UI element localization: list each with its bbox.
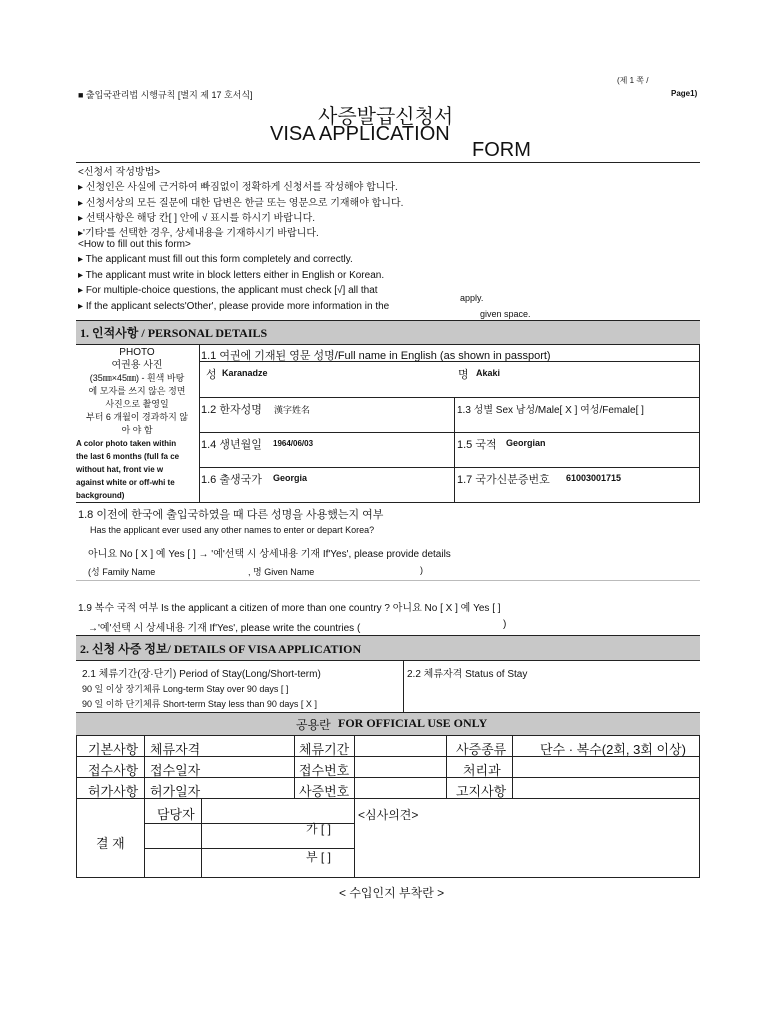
office-visa-number: 사증번호: [299, 784, 350, 799]
field-2-1-label: 2.1 체류기간(장·단기) Period of Stay(Long/Short-term): [82, 669, 321, 680]
surname-value[interactable]: Karanadze: [222, 368, 268, 378]
instruction-en-3: ▸ For multiple-choice questions, the applicant must check [√] all that: [78, 285, 378, 296]
field-2-1-long-term[interactable]: 90 일 이상 장기체류 Long-term Stay over 90 days [ ]: [82, 684, 289, 694]
office-visa-type: 사증종류: [456, 742, 507, 757]
form-title-en-1: VISA APPLICATION: [270, 123, 450, 145]
section2-title: 2. 신청 사증 정보/ DETAILS OF VISA APPLICATION: [80, 642, 362, 656]
photo-title-ko: 여권용 사진: [111, 360, 163, 371]
field-1-4-value[interactable]: 1964/06/03: [273, 439, 314, 448]
photo-desc-ko-2: 에 모자를 쓰지 않은 정면: [88, 386, 186, 396]
field-1-9-detail[interactable]: →'예'선택 시 상세내용 기재 If'Yes', please write the countries (: [88, 623, 361, 634]
official-use-en: FOR OFFICIAL USE ONLY: [338, 716, 488, 730]
office-officer-label: 담당자: [157, 807, 195, 822]
instruction-en-2-text: The applicant must write in block letters either in English or Korean.: [85, 270, 385, 281]
field-1-5-value[interactable]: Georgian: [506, 438, 546, 448]
photo-desc-ko-4: 부터 6 개월이 경과하지 않: [86, 412, 188, 422]
office-department: 처리과: [463, 763, 501, 778]
office-entry-type[interactable]: 단수 · 복수(2회, 3회 이상): [540, 742, 686, 757]
field-2-1-short-term[interactable]: 90 일 이하 단기체류 Short-term Stay less than 90 days [ X ]: [82, 699, 317, 709]
field-1-7-label: 1.7 국가신분증번호: [457, 474, 550, 486]
instruction-en-1-text: The applicant must fill out this form completely and correctly.: [85, 254, 353, 265]
photo-desc-en-3: without hat, front vie w: [76, 465, 164, 474]
field-1-8-close: ): [420, 565, 423, 575]
instructions-heading-ko: <신청서 작성방법>: [78, 167, 161, 178]
photo-desc-ko-5: 아 야 함: [121, 425, 153, 435]
office-permit-date: 허가일자: [150, 784, 201, 799]
section1-header: [76, 320, 700, 345]
photo-label: PHOTO: [119, 347, 155, 358]
office-permit-info: 허가사항: [88, 784, 139, 799]
field-1-4-label: 1.4 생년월일: [201, 439, 262, 451]
field-1-2-value[interactable]: 漢字姓名: [274, 405, 311, 415]
office-receipt-number: 접수번호: [299, 763, 350, 778]
field-1-1-label: 1.1 여권에 기재된 영문 성명/Full name in English (as shown in passport): [201, 350, 551, 362]
instructions-heading-en: <How to fill out this form>: [78, 239, 191, 250]
photo-desc-en-4: against white or off-whi te: [76, 478, 175, 487]
office-reject-check[interactable]: 부 [ ]: [306, 850, 331, 864]
office-approval-label: 결 재: [96, 836, 125, 851]
official-use-ko: 공용란: [296, 718, 331, 732]
section2-header: [76, 635, 700, 661]
field-1-8-question-en: Has the applicant ever used any other names to enter or depart Korea?: [90, 525, 375, 535]
field-1-8-question-ko: 1.8 이전에 한국에 출입국하였을 때 다른 성명을 사용했는지 여부: [78, 509, 384, 521]
form-title-en-2: FORM: [472, 139, 531, 161]
instruction-en-3-text: For multiple-choice questions, the applicant must check [√] all that: [85, 285, 378, 296]
field-1-8-family-name[interactable]: (성 Family Name: [88, 567, 156, 577]
regulation-ref: ■ 출입국관리법 시행규칙 [별지 제 17 호서식]: [78, 90, 253, 100]
field-2-2-label: 2.2 체류자격 Status of Stay: [407, 669, 528, 680]
field-1-2-label: 1.2 한자성명: [201, 404, 262, 416]
instruction-ko-4: ▸'기타'를 선택한 경우, 상세내용을 기재하시기 바랍니다.: [78, 228, 319, 239]
field-1-7-value[interactable]: 61003001715: [566, 473, 622, 483]
revenue-stamp-area: < 수입인지 부착란 >: [339, 886, 445, 900]
office-opinion-label: <심사의견>: [358, 808, 419, 822]
office-basic-info: 기본사항: [88, 742, 139, 757]
form-title-ko: 사증발급신청서: [318, 106, 454, 128]
surname-label: 성: [206, 369, 217, 381]
office-receipt-date: 접수일자: [150, 763, 201, 778]
field-1-8-answer[interactable]: 아니요 No [ X ] 예 Yes [ ] → '예'선택 시 상세내용 기재 If'Yes', please provide details: [88, 549, 451, 560]
field-1-6-label: 1.6 출생국가: [201, 474, 262, 486]
given-name-value[interactable]: Akaki: [476, 368, 501, 378]
photo-desc-ko-1: (35㎜×45㎜) - 흰색 바탕: [89, 373, 185, 383]
office-status-of-stay: 체류자격: [150, 742, 201, 757]
section1-title: 1. 인적사항 / PERSONAL DETAILS: [80, 326, 268, 340]
photo-area[interactable]: [76, 345, 198, 501]
official-use-header: [76, 712, 700, 736]
given-name-label: 명: [458, 369, 469, 381]
office-approve-check[interactable]: 가 [ ]: [306, 822, 331, 836]
instruction-ko-4-text: '기타'를 선택한 경우, 상세내용을 기재하시기 바랍니다.: [83, 228, 319, 239]
photo-desc-en-1: A color photo taken within: [76, 439, 177, 448]
photo-desc-en-2: the last 6 months (full fa ce: [76, 452, 180, 461]
office-period-of-stay: 체류기간: [299, 742, 350, 757]
field-1-5-label: 1.5 국적: [457, 439, 497, 451]
instruction-en-4: ▸ If the applicant selects'Other', please provide more information in the: [78, 301, 390, 312]
field-1-9-close: ): [503, 619, 507, 630]
photo-desc-ko-3: 사진으로 촬영일: [105, 399, 169, 409]
instruction-en-space: given space.: [480, 309, 531, 319]
instruction-en-2: ▸ The applicant must write in block letters either in English or Korean.: [78, 270, 385, 281]
instruction-ko-1: ▸ 신청인은 사실에 근거하여 빠짐없이 정확하게 신청서를 작성해야 합니다.: [78, 182, 398, 193]
page-number: (제 1 쪽 /: [617, 76, 649, 85]
field-1-8-given-name[interactable]: , 명 Given Name: [248, 567, 315, 577]
office-receipt-info: 접수사항: [88, 763, 139, 778]
instruction-en-4-text: If the applicant selects'Other', please provide more information in the: [85, 301, 390, 312]
instruction-ko-2: ▸ 신청서상의 모든 질문에 대한 답변은 한글 또는 영문으로 기재해야 합니다.: [78, 198, 404, 209]
photo-desc-en-5: background): [76, 491, 125, 500]
field-1-3-sex[interactable]: 1.3 성별 Sex 남성/Male[ X ] 여성/Female[ ]: [457, 405, 644, 416]
instruction-ko-1-text: 신청인은 사실에 근거하여 빠짐없이 정확하게 신청서를 작성해야 합니다.: [85, 182, 398, 193]
field-1-6-value[interactable]: Georgia: [273, 473, 308, 483]
instruction-en-1: ▸ The applicant must fill out this form completely and correctly.: [78, 254, 353, 265]
instruction-ko-2-text: 신청서상의 모든 질문에 대한 답변은 한글 또는 영문으로 기재해야 합니다.: [85, 198, 404, 209]
instruction-ko-3: ▸ 선택사항은 해당 칸[ ] 안에 √ 표시를 하시기 바랍니다.: [78, 213, 316, 224]
office-notice: 고지사항: [456, 784, 507, 799]
instruction-ko-3-text: 선택사항은 해당 칸[ ] 안에 √ 표시를 하시기 바랍니다.: [85, 213, 316, 224]
page-label: Page1): [671, 89, 698, 98]
instruction-en-apply: apply.: [460, 293, 484, 303]
field-1-9-question[interactable]: 1.9 복수 국적 여부 Is the applicant a citizen of more than one country ? 아니요 No [ X ] 예 Yes [ ]: [78, 603, 501, 614]
